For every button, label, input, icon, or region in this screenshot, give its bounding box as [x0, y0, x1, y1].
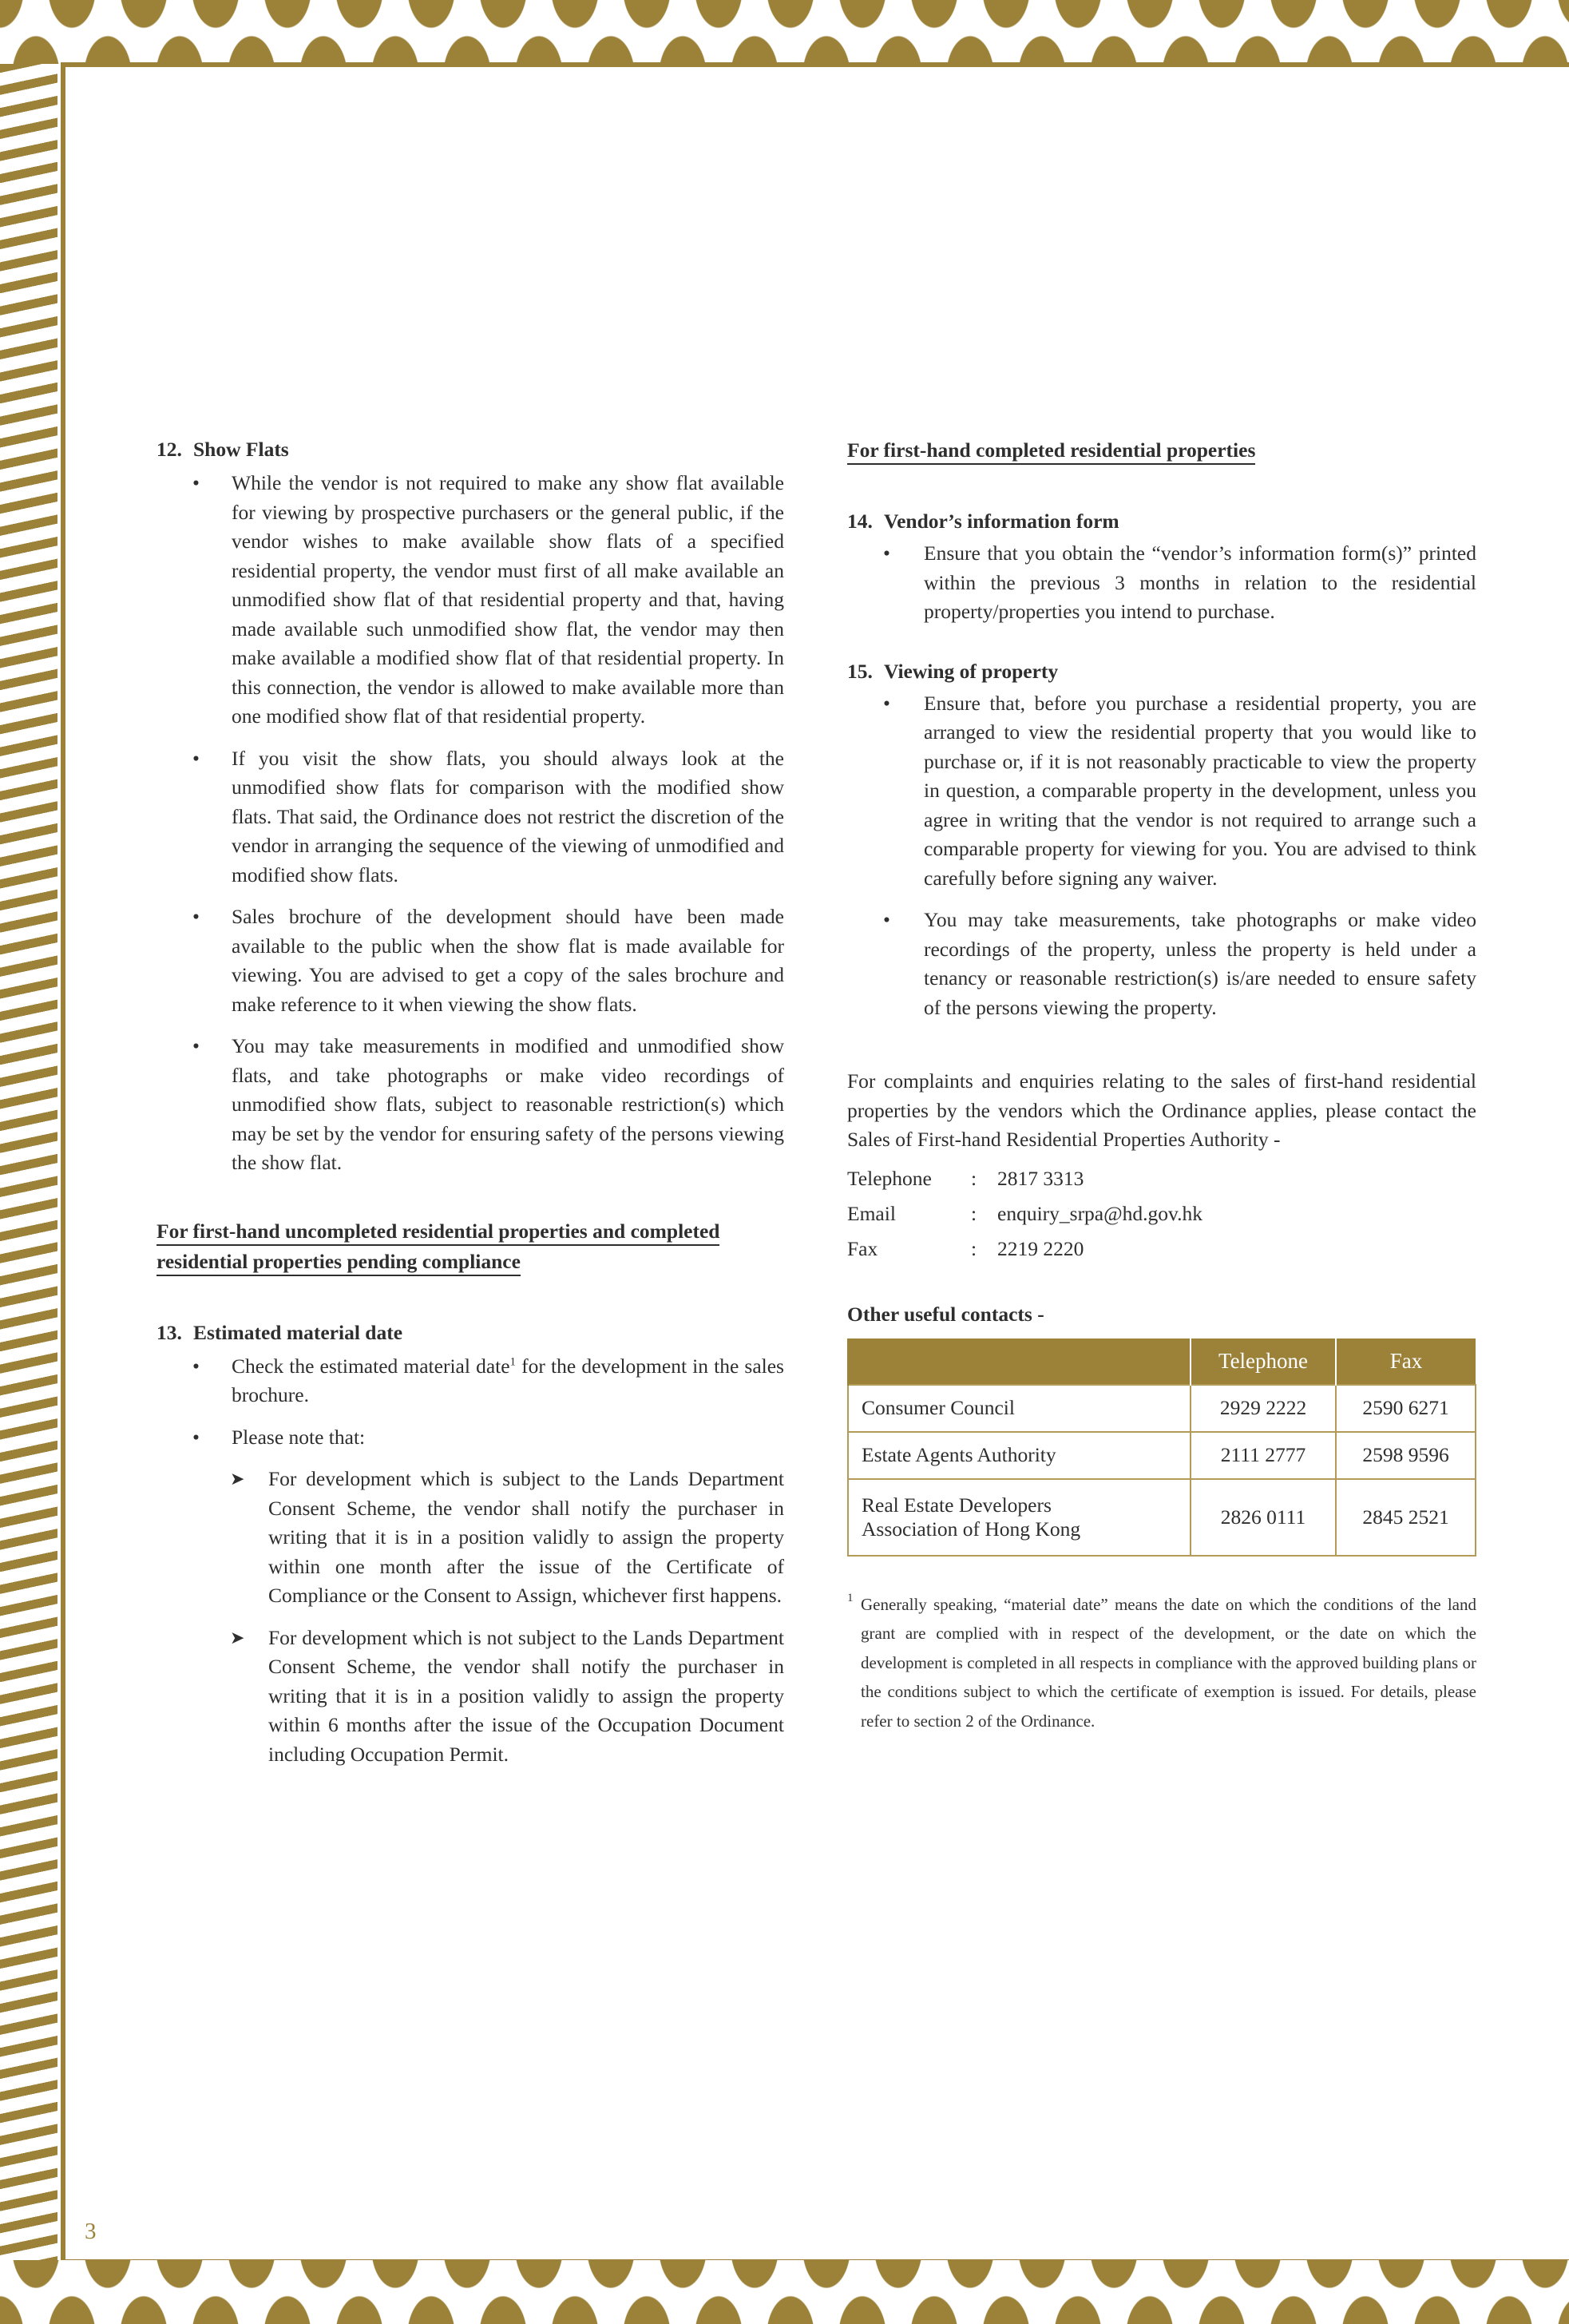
contact-fax: 2219 2220 [997, 1236, 1084, 1260]
authority-contact-list [847, 1161, 1476, 1267]
contact-telephone: 2817 3313 [997, 1166, 1084, 1190]
section-13-heading [157, 1319, 784, 1347]
table-header-row [848, 1338, 1476, 1385]
note-sublist [157, 1465, 784, 1769]
section-title: Vendor’s information form [884, 510, 1119, 533]
column-header: Telephone [1191, 1338, 1336, 1385]
bullet-icon: • [192, 1034, 200, 1057]
uncompleted-properties-heading: For first-hand uncompleted residential properties and completed residential properties pending compliance [157, 1216, 784, 1277]
contact-row: Fax : 2219 2220 [847, 1231, 1476, 1267]
bullet-icon: • [192, 1425, 200, 1449]
section-number: 12. [157, 438, 182, 461]
list-item: • Check the estimated material date$^1$ for the development in the sales brochure. [157, 1352, 784, 1410]
list-item: • While the vendor is not required to make any show flat available for viewing by prospective purchasers or the general public, if the vendor wishes to make available show flats of a specified residential property, the vendor must first of all make available an unmodified show flat of that residential property and that, having made available such unmodified show flat, the vendor may then make available a modified show flat of that residential property. In this connection, the vendor is allowed to make available more than one modified show flat of that residential property. [157, 469, 784, 732]
section-14-heading [847, 507, 1476, 536]
right-column [847, 435, 1476, 1735]
list-item: • You may take measurements in modified and unmodified show flats, and take photographs or make video recordings of unmodified show flats, subject to reasonable restriction(s) which may be set by the vendor for ensuring safety of the persons viewing the show flat. [157, 1032, 784, 1178]
material-date-list [157, 1352, 784, 1770]
arrow-bullet-icon: ➤ [230, 1469, 245, 1489]
footnote-reference: 1 [509, 1355, 517, 1368]
list-item: • Please note that: ➤ For development which is subject to the Lands Department Consent Scheme, the vendor shall notify the purchaser in writing that it is in a position validly to assign the property within one month after the issue of the Certificate of Compliance or the Consent to Assign, whichever first happens. ➤ For development which is not subject to the Lands Department Consent Scheme, the vendor shall notify the purchaser in writing that it is in a position validly to assign the property within 6 months after the issue of the Occupation Document including Occupation Permit. [157, 1423, 784, 1770]
other-contacts-heading: Other useful contacts - [847, 1302, 1044, 1326]
table-row: Real Estate Developers Association of Hong Kong 2826 0111 2845 2521 [848, 1479, 1476, 1556]
section-title: Show Flats [193, 438, 289, 461]
list-item: • You may take measurements, take photographs or make video recordings of the property, unless the property is held under a tenancy or reasonable restriction(s) is/are needed to ensure safety of the persons viewing the property. [847, 906, 1476, 1022]
decorative-border-left [0, 64, 57, 2260]
sublist-item: ➤ For development which is not subject to the Lands Department Consent Scheme, the vendor shall notify the purchaser in writing that it is in a position validly to assign the property within 6 months after the issue of the Occupation Document including Occupation Permit. [157, 1624, 784, 1770]
list-item: • If you visit the show flats, you should always look at the unmodified show flats for comparison with the modified show flats. That said, the Ordinance does not restrict the discretion of the vendor in arranging the sequence of the viewing of unmodified and modified show flats. [157, 744, 784, 890]
list-item: • Ensure that you obtain the “vendor’s information form(s)” printed within the previous 3 months in relation to the residential property/properties you intend to purchase. [847, 539, 1476, 627]
bullet-icon: • [883, 908, 890, 931]
footnote-mark: 1 [847, 1591, 854, 1604]
section-number: 15. [847, 659, 873, 683]
list-item: • Ensure that, before you purchase a residential property, you are arranged to view the residential property that you would like to purchase or, if it is not reasonably practicable to view the property in question, a comparable property in the development, unless you agree in writing that the vendor is not required to arrange such a comparable property for viewing for you. You are advised to think carefully before signing any waiver. [847, 689, 1476, 894]
bullet-icon: • [883, 691, 890, 715]
list-item: • Sales brochure of the development should have been made available to the public when the show flat is made available for viewing. You are advised to get a copy of the sales brochure and make reference to it when viewing the show flats. [157, 902, 784, 1019]
footnote: 1 Generally speaking, “material date” means the date on which the conditions of the land grant are complied with in respect of the development, or the date on which the development is completed in all respects in compliance with the approved building plans or the conditions subject to which the certificate of exemption is issued. For details, please refer to section 2 of the Ordinance. [847, 1590, 1476, 1736]
show-flats-list [157, 469, 784, 1178]
completed-properties-heading: For first-hand completed residential properties [847, 435, 1476, 466]
decorative-border-bottom [0, 2260, 1569, 2324]
viewing-property-list [847, 689, 1476, 1023]
section-number: 14. [847, 510, 873, 533]
column-header [848, 1338, 1191, 1385]
section-12-heading [157, 435, 784, 464]
column-header: Fax [1336, 1338, 1476, 1385]
bullet-icon: • [883, 541, 890, 565]
contact-row: Telephone : 2817 3313 [847, 1161, 1476, 1196]
decorative-border-top [0, 0, 1569, 64]
section-title: Viewing of property [884, 659, 1059, 683]
vendor-info-list [847, 539, 1476, 627]
bullet-icon: • [192, 471, 200, 494]
left-column [157, 435, 784, 1782]
complaints-paragraph: For complaints and enquiries relating to the sales of first-hand residential properties by the vendors which the Ordinance applies, please contact the Sales of First-hand Residential Properties Authority - [847, 1069, 1476, 1151]
arrow-bullet-icon: ➤ [230, 1627, 245, 1648]
table-row: Estate Agents Authority 2111 2777 2598 9596 [848, 1432, 1476, 1479]
page-number: 3 [85, 2219, 97, 2244]
table-row: Consumer Council 2929 2222 2590 6271 [848, 1385, 1476, 1432]
section-number: 13. [157, 1320, 182, 1344]
bullet-icon: • [192, 1354, 200, 1378]
bullet-icon: • [192, 905, 200, 928]
contacts-table [847, 1338, 1476, 1557]
section-title: Estimated material date [193, 1320, 403, 1344]
sublist-item: ➤ For development which is subject to the Lands Department Consent Scheme, the vendor shall notify the purchaser in writing that it is in a position validly to assign the property within one month after the issue of the Certificate of Compliance or the Consent to Assign, whichever first happens. [157, 1465, 784, 1611]
contact-email: enquiry_srpa@hd.gov.hk [997, 1201, 1203, 1225]
bullet-icon: • [192, 746, 200, 770]
section-15-heading [847, 657, 1476, 686]
contact-row: Email : enquiry_srpa@hd.gov.hk [847, 1196, 1476, 1231]
